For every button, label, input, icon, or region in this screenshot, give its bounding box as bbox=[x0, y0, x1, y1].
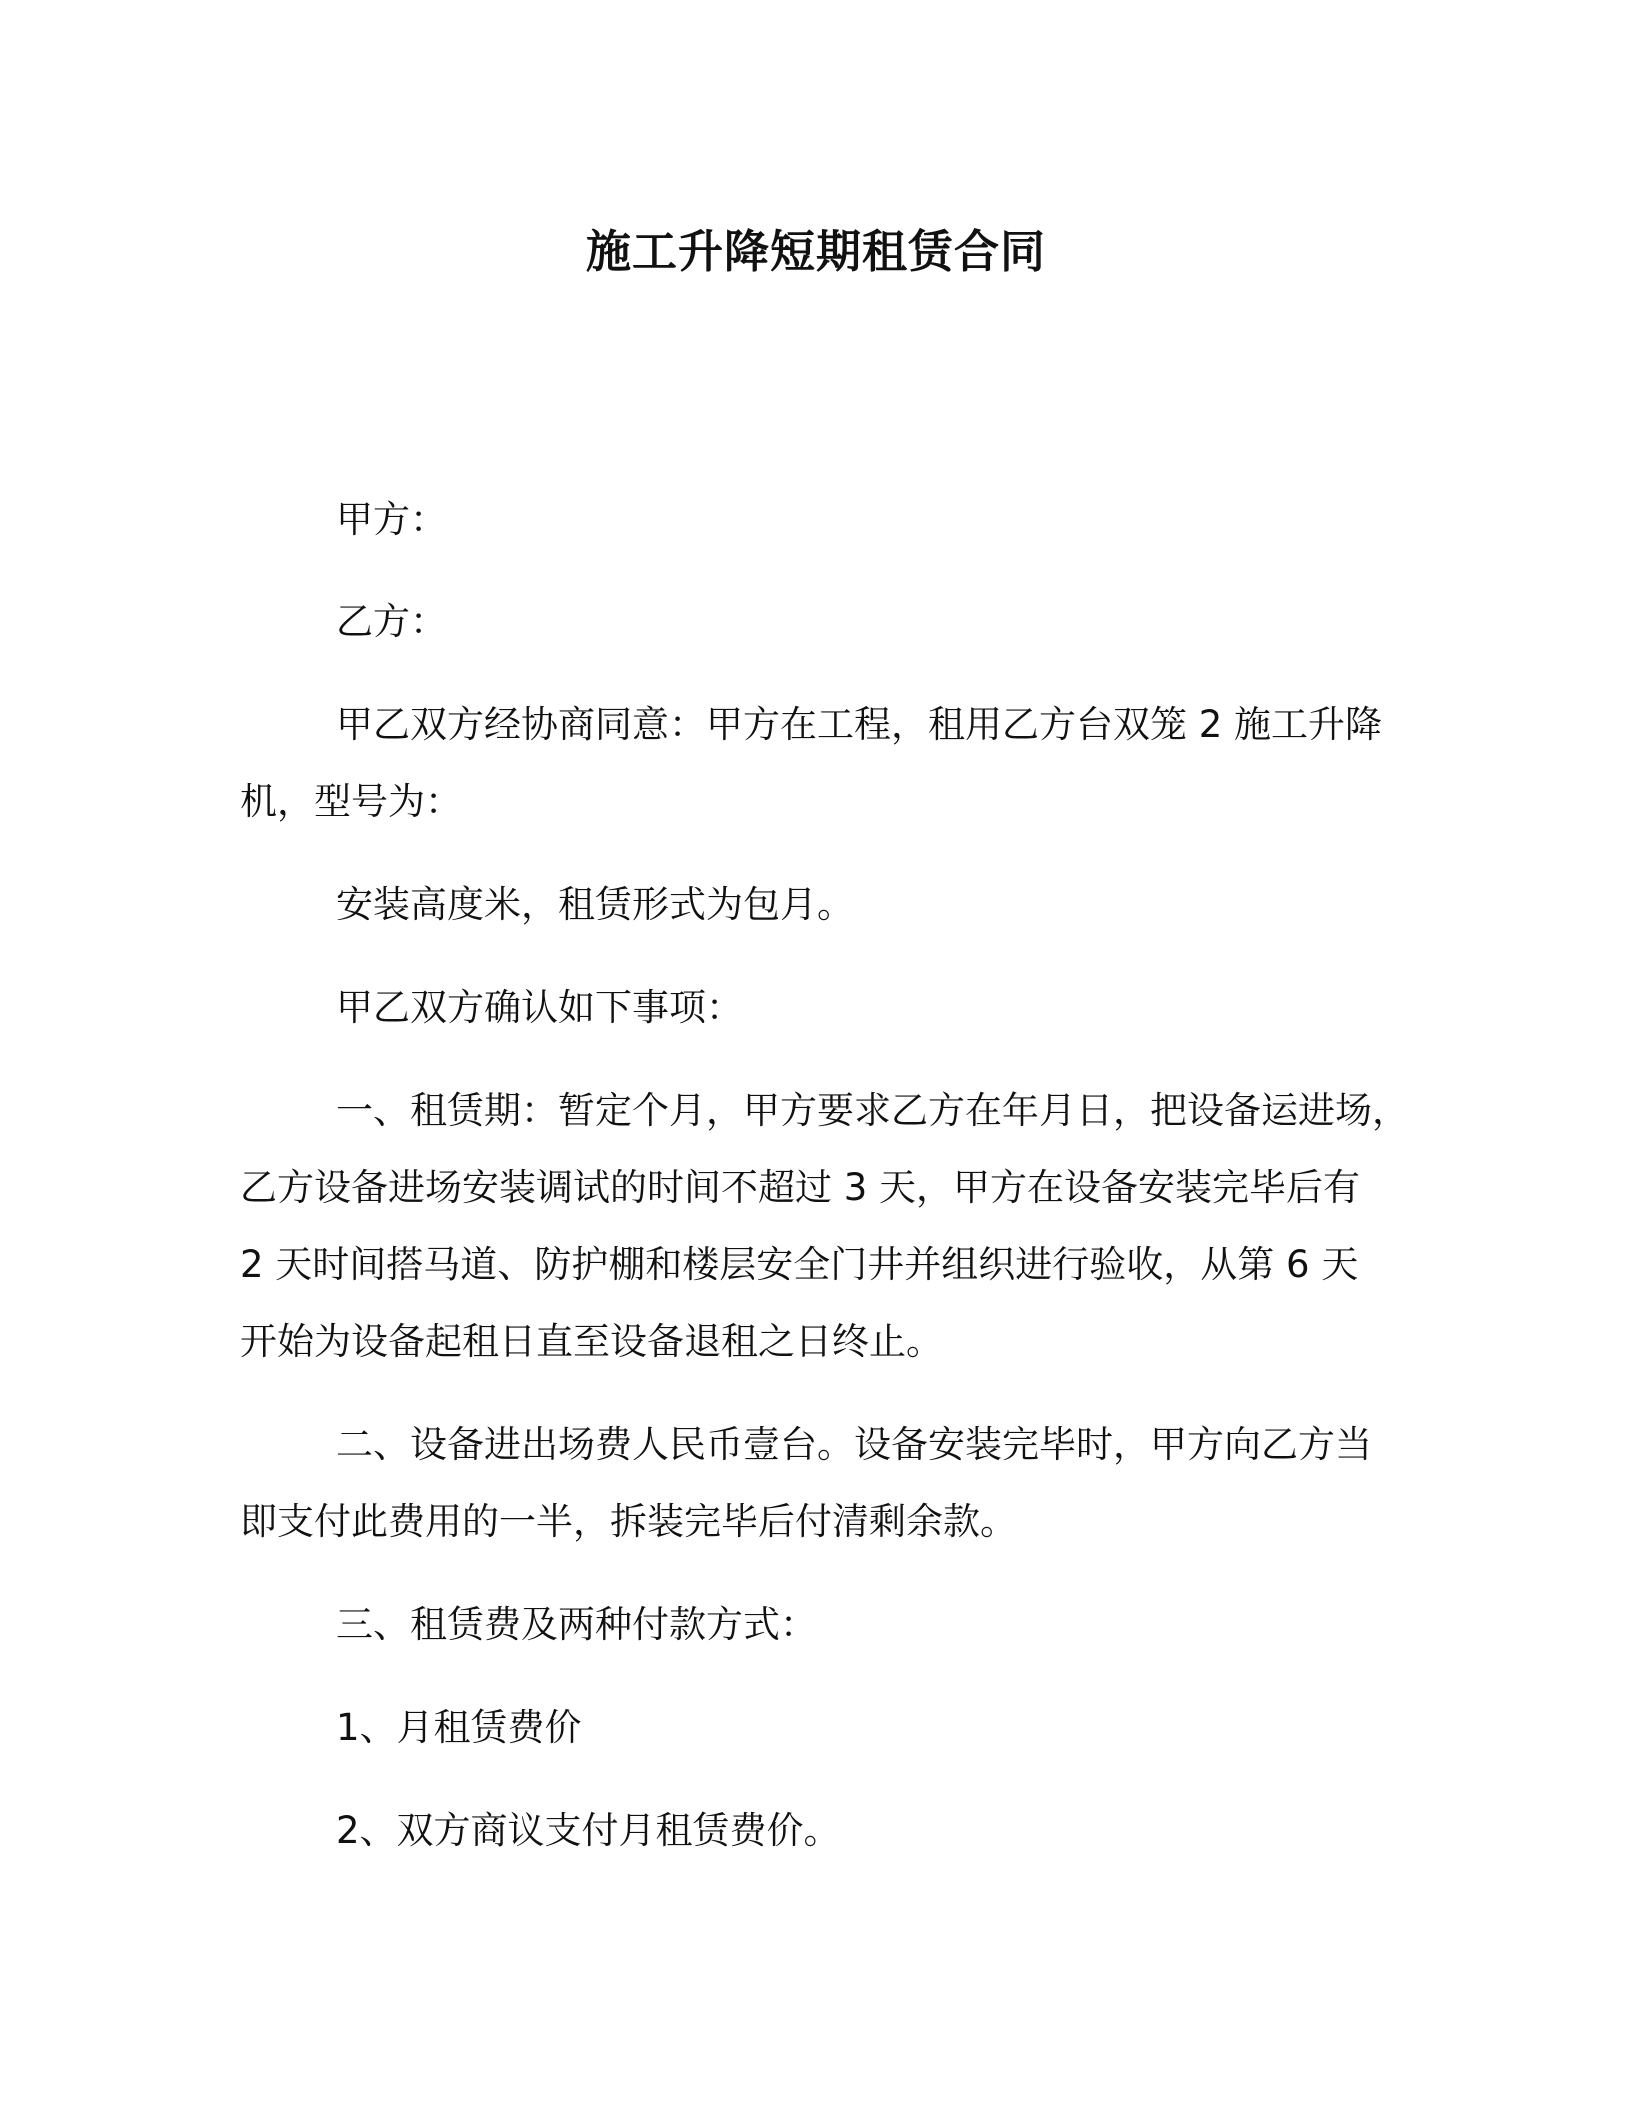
install-height-line: 安装高度米，租赁形式为包月。 bbox=[336, 883, 854, 926]
clause-2-line-1: 二、设备进出场费人民币壹台。设备安装完毕时，甲方向乙方当 bbox=[336, 1423, 1372, 1466]
clause-1-line-4: 开始为设备起租日直至设备退租之日终止。 bbox=[240, 1320, 943, 1363]
agreement-paragraph-line-2: 机，型号为： bbox=[240, 780, 462, 823]
clause-3-heading: 三、租赁费及两种付款方式： bbox=[336, 1603, 817, 1646]
clause-3-item-1: 1、月租赁费价 bbox=[336, 1706, 582, 1749]
party-a-line: 甲方： bbox=[336, 498, 447, 541]
party-b-line: 乙方： bbox=[336, 600, 447, 643]
clause-3-item-2: 2、双方商议支付月租赁费价。 bbox=[336, 1809, 841, 1852]
clause-2-line-2: 即支付此费用的一半，拆装完毕后付清剩余款。 bbox=[240, 1500, 1017, 1543]
confirm-items-heading: 甲乙双方确认如下事项： bbox=[336, 986, 743, 1029]
clause-1-line-2: 乙方设备进场安装调试的时间不超过 3 天，甲方在设备安装完毕后有 bbox=[240, 1166, 1361, 1209]
agreement-paragraph-line-1: 甲乙双方经协商同意：甲方在工程，租用乙方台双笼 2 施工升降 bbox=[336, 703, 1383, 746]
document-title: 施工升降短期租赁合同 bbox=[585, 225, 1046, 278]
clause-1-line-1: 一、租赁期：暂定个月，甲方要求乙方在年月日，把设备运进场， bbox=[336, 1089, 1409, 1132]
clause-1-line-3: 2 天时间搭马道、防护棚和楼层安全门井并组织进行验收，从第 6 天 bbox=[240, 1243, 1359, 1286]
